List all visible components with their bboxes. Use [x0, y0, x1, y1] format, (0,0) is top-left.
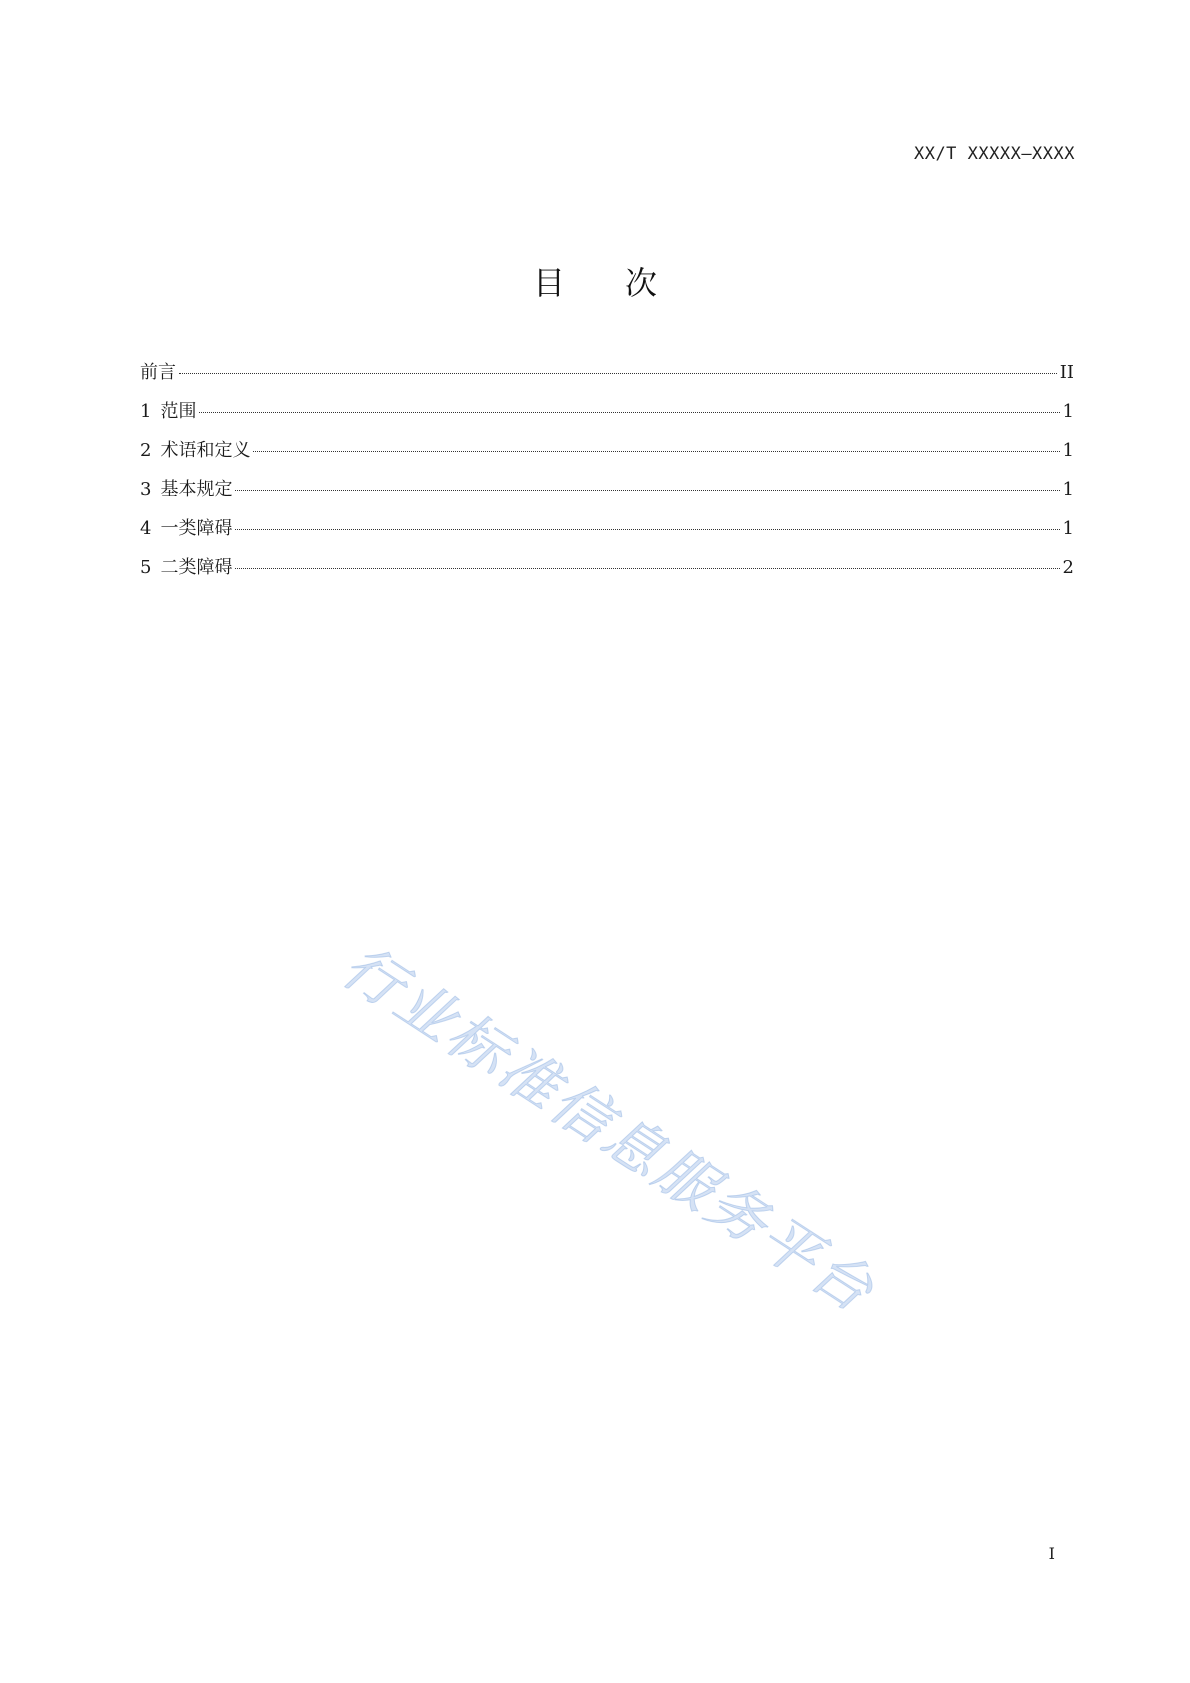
toc-dot-leader — [235, 568, 1059, 569]
toc-entry-foreword[interactable] — [140, 358, 1074, 397]
toc-entry-class-two[interactable] — [140, 553, 1074, 592]
toc-entry-label: 二类障碍 — [160, 557, 233, 578]
toc-entry-class-one[interactable] — [140, 514, 1074, 553]
toc-entry-page: 1 — [1062, 518, 1074, 539]
toc-entry-page: 1 — [1062, 440, 1074, 461]
toc-entry-number: 1 — [140, 401, 152, 422]
toc-entry-label: 范围 — [160, 401, 197, 422]
toc-entry-page: 1 — [1062, 401, 1074, 422]
toc-dot-leader — [179, 373, 1057, 374]
toc-entry-terms[interactable] — [140, 436, 1074, 475]
page-number: I — [1048, 1544, 1055, 1563]
table-of-contents — [140, 358, 1074, 592]
toc-entry-number: 2 — [140, 440, 152, 461]
toc-entry-label: 术语和定义 — [160, 440, 251, 461]
toc-entry-label: 前言 — [140, 362, 176, 383]
toc-entry-label: 一类障碍 — [160, 518, 233, 539]
watermark: 行业标准信息服务平台 — [330, 931, 888, 1327]
toc-entry-number: 5 — [140, 557, 152, 578]
toc-dot-leader — [253, 451, 1059, 452]
toc-entry-page: 1 — [1062, 479, 1074, 500]
toc-entry-number: 3 — [140, 479, 152, 500]
toc-dot-leader — [199, 412, 1059, 413]
toc-entry-scope[interactable] — [140, 397, 1074, 436]
toc-entry-page: II — [1059, 362, 1074, 383]
standard-code: XX/T XXXXX—XXXX — [913, 144, 1075, 164]
toc-entry-label: 基本规定 — [160, 479, 233, 500]
toc-dot-leader — [235, 529, 1059, 530]
page-title: 目次 — [532, 264, 717, 302]
toc-entry-basic-rules[interactable] — [140, 475, 1074, 514]
toc-dot-leader — [235, 490, 1059, 491]
toc-entry-page: 2 — [1062, 557, 1074, 578]
toc-entry-number: 4 — [140, 518, 152, 539]
